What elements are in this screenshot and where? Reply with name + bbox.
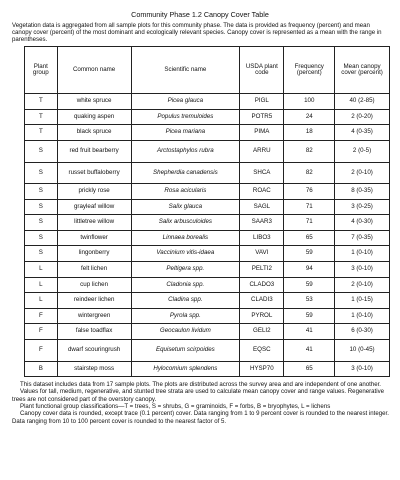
cell-mean-cover: 1 (0-15) bbox=[335, 293, 390, 309]
cell-mean-cover: 3 (0-10) bbox=[335, 262, 390, 278]
cell-common-name: false toadflax bbox=[57, 324, 131, 340]
cell-plant-group: S bbox=[25, 230, 58, 246]
cell-common-name: grayleaf willow bbox=[57, 199, 131, 215]
cell-common-name: wintergreen bbox=[57, 308, 131, 324]
cell-scientific-name: Equisetum scirpoides bbox=[131, 340, 240, 362]
cell-usda-code: EQSC bbox=[240, 340, 284, 362]
cell-plant-group: T bbox=[25, 94, 58, 110]
cell-scientific-name: Vaccinium vitis-idaea bbox=[131, 246, 240, 262]
cell-usda-code: GELI2 bbox=[240, 324, 284, 340]
cell-frequency: 94 bbox=[284, 262, 335, 278]
cell-frequency: 100 bbox=[284, 94, 335, 110]
cell-mean-cover: 6 (0-30) bbox=[335, 324, 390, 340]
table-row bbox=[25, 308, 390, 324]
header-mean-cover: Mean canopy cover (percent) bbox=[335, 47, 390, 94]
cell-frequency: 24 bbox=[284, 109, 335, 125]
cell-mean-cover: 2 (0-10) bbox=[335, 162, 390, 184]
cell-usda-code: PIGL bbox=[240, 94, 284, 110]
cell-plant-group: B bbox=[25, 361, 58, 377]
cell-mean-cover: 7 (0-35) bbox=[335, 230, 390, 246]
cell-mean-cover: 1 (0-10) bbox=[335, 308, 390, 324]
cell-common-name: lingonberry bbox=[57, 246, 131, 262]
cell-frequency: 59 bbox=[284, 308, 335, 324]
cell-common-name: littletree willow bbox=[57, 215, 131, 231]
cell-mean-cover: 3 (0-25) bbox=[335, 199, 390, 215]
cell-frequency: 82 bbox=[284, 162, 335, 184]
cell-plant-group: L bbox=[25, 293, 58, 309]
cell-mean-cover: 2 (0-10) bbox=[335, 277, 390, 293]
table-row bbox=[25, 184, 390, 200]
cell-common-name: prickly rose bbox=[57, 184, 131, 200]
table-row bbox=[25, 109, 390, 125]
cell-scientific-name: Arctostaphylos rubra bbox=[131, 141, 240, 163]
cell-frequency: 65 bbox=[284, 361, 335, 377]
note-sample-plots: This dataset includes data from 17 sample plots. The plots are distributed across the survey area and are independent of one another. bbox=[20, 381, 381, 389]
header-usda-code: USDA plant code bbox=[240, 47, 284, 94]
cell-scientific-name: Cladina spp. bbox=[131, 293, 240, 309]
cell-usda-code: HYSP70 bbox=[240, 361, 284, 377]
table-row bbox=[25, 125, 390, 141]
header-scientific-name: Scientific name bbox=[131, 47, 240, 94]
cell-frequency: 65 bbox=[284, 230, 335, 246]
table-row bbox=[25, 340, 390, 362]
cell-scientific-name: Picea glauca bbox=[131, 94, 240, 110]
cell-scientific-name: Cladonia spp. bbox=[131, 277, 240, 293]
cell-scientific-name: Peltigera spp. bbox=[131, 262, 240, 278]
cell-usda-code: ARRU bbox=[240, 141, 284, 163]
cell-plant-group: S bbox=[25, 184, 58, 200]
cell-usda-code: ROAC bbox=[240, 184, 284, 200]
table-row bbox=[25, 141, 390, 163]
cell-scientific-name: Salix glauca bbox=[131, 199, 240, 215]
cell-usda-code: PELTI2 bbox=[240, 262, 284, 278]
table-row bbox=[25, 246, 390, 262]
cell-common-name: white spruce bbox=[57, 94, 131, 110]
table-row bbox=[25, 293, 390, 309]
cell-plant-group: T bbox=[25, 109, 58, 125]
canopy-cover-table bbox=[24, 46, 390, 377]
cell-plant-group: F bbox=[25, 308, 58, 324]
table-row bbox=[25, 162, 390, 184]
cell-plant-group: L bbox=[25, 277, 58, 293]
cell-plant-group: S bbox=[25, 246, 58, 262]
note-rounding: Canopy cover data is rounded, except trace (0.1 percent) cover. Data ranging from 1 to 9 percent cover is rounded to the nearest integer. Data ranging from 10 to 100 percent cover is rounded to the nearest factor of 5. bbox=[12, 410, 389, 425]
cell-usda-code: VAVI bbox=[240, 246, 284, 262]
cell-common-name: twinflower bbox=[57, 230, 131, 246]
header-plant-group: Plant group bbox=[25, 47, 58, 94]
cell-frequency: 71 bbox=[284, 215, 335, 231]
cell-mean-cover: 4 (0-30) bbox=[335, 215, 390, 231]
cell-scientific-name: Rosa acicularis bbox=[131, 184, 240, 200]
cell-mean-cover: 8 (0-35) bbox=[335, 184, 390, 200]
table-row bbox=[25, 199, 390, 215]
cell-plant-group: F bbox=[25, 340, 58, 362]
cell-plant-group: S bbox=[25, 215, 58, 231]
cell-mean-cover: 3 (0-10) bbox=[335, 361, 390, 377]
table-header-row bbox=[25, 47, 390, 94]
cell-common-name: russet buffaloberry bbox=[57, 162, 131, 184]
table-body bbox=[25, 94, 390, 377]
cell-common-name: red fruit bearberry bbox=[57, 141, 131, 163]
cell-frequency: 41 bbox=[284, 340, 335, 362]
cell-usda-code: CLADO3 bbox=[240, 277, 284, 293]
cell-mean-cover: 10 (0-45) bbox=[335, 340, 390, 362]
note-strata-values: Values for tall, medium, regenerative, and stunted tree strata are used to calculate mean canopy cover and range values. Regenerative trees are not considered part of the overstory canopy. bbox=[12, 388, 385, 403]
header-frequency: Frequency (percent) bbox=[284, 47, 335, 94]
cell-plant-group: T bbox=[25, 125, 58, 141]
cell-scientific-name: Shepherdia canadensis bbox=[131, 162, 240, 184]
cell-mean-cover: 40 (2-85) bbox=[335, 94, 390, 110]
table-title: Community Phase 1.2 Canopy Cover Table bbox=[131, 10, 269, 19]
cell-plant-group: S bbox=[25, 199, 58, 215]
note-functional-groups: Plant functional group classifications—T = trees, S = shrubs, G = graminoids, F = forbs, B = bryophytes, L = lichens bbox=[20, 402, 331, 410]
cell-scientific-name: Populus tremuloides bbox=[131, 109, 240, 125]
table-row bbox=[25, 324, 390, 340]
cell-plant-group: S bbox=[25, 162, 58, 184]
cell-scientific-name: Linnaea borealis bbox=[131, 230, 240, 246]
cell-frequency: 41 bbox=[284, 324, 335, 340]
cell-usda-code: PYROL bbox=[240, 308, 284, 324]
cell-frequency: 53 bbox=[284, 293, 335, 309]
cell-scientific-name: Hylocomium splendens bbox=[131, 361, 240, 377]
table-row bbox=[25, 215, 390, 231]
table-row bbox=[25, 94, 390, 110]
cell-frequency: 18 bbox=[284, 125, 335, 141]
cell-scientific-name: Pyrola spp. bbox=[131, 308, 240, 324]
intro-paragraph: Vegetation data is aggregated from all sample plots for this community phase. The data is provided as frequency (percent) and mean canopy cover (percent) of the most dominant and ecologically relevant species. Canopy cover is represented as a mean with the range in parentheses. bbox=[12, 22, 382, 44]
cell-frequency: 59 bbox=[284, 277, 335, 293]
cell-common-name: stairstep moss bbox=[57, 361, 131, 377]
cell-frequency: 82 bbox=[284, 141, 335, 163]
cell-frequency: 76 bbox=[284, 184, 335, 200]
cell-common-name: dwarf scouringrush bbox=[57, 340, 131, 362]
cell-common-name: cup lichen bbox=[57, 277, 131, 293]
cell-usda-code: SAGL bbox=[240, 199, 284, 215]
cell-common-name: reindeer lichen bbox=[57, 293, 131, 309]
table-row bbox=[25, 277, 390, 293]
cell-plant-group: S bbox=[25, 141, 58, 163]
cell-common-name: felt lichen bbox=[57, 262, 131, 278]
cell-common-name: black spruce bbox=[57, 125, 131, 141]
cell-plant-group: F bbox=[25, 324, 58, 340]
cell-mean-cover: 4 (0-35) bbox=[335, 125, 390, 141]
cell-usda-code: SHCA bbox=[240, 162, 284, 184]
table-row bbox=[25, 361, 390, 377]
table-row bbox=[25, 262, 390, 278]
cell-scientific-name: Salix arbusculoides bbox=[131, 215, 240, 231]
cell-frequency: 59 bbox=[284, 246, 335, 262]
notes-section bbox=[12, 381, 390, 425]
cell-mean-cover: 2 (0-20) bbox=[335, 109, 390, 125]
cell-usda-code: PIMA bbox=[240, 125, 284, 141]
cell-usda-code: LIBO3 bbox=[240, 230, 284, 246]
cell-scientific-name: Picea mariana bbox=[131, 125, 240, 141]
header-common-name: Common name bbox=[57, 47, 131, 94]
table-row bbox=[25, 230, 390, 246]
cell-scientific-name: Geocaulon lividum bbox=[131, 324, 240, 340]
cell-mean-cover: 2 (0-5) bbox=[335, 141, 390, 163]
cell-usda-code: CLADI3 bbox=[240, 293, 284, 309]
cell-common-name: quaking aspen bbox=[57, 109, 131, 125]
cell-plant-group: L bbox=[25, 262, 58, 278]
cell-usda-code: SAAR3 bbox=[240, 215, 284, 231]
cell-usda-code: POTR5 bbox=[240, 109, 284, 125]
cell-mean-cover: 1 (0-10) bbox=[335, 246, 390, 262]
cell-frequency: 71 bbox=[284, 199, 335, 215]
